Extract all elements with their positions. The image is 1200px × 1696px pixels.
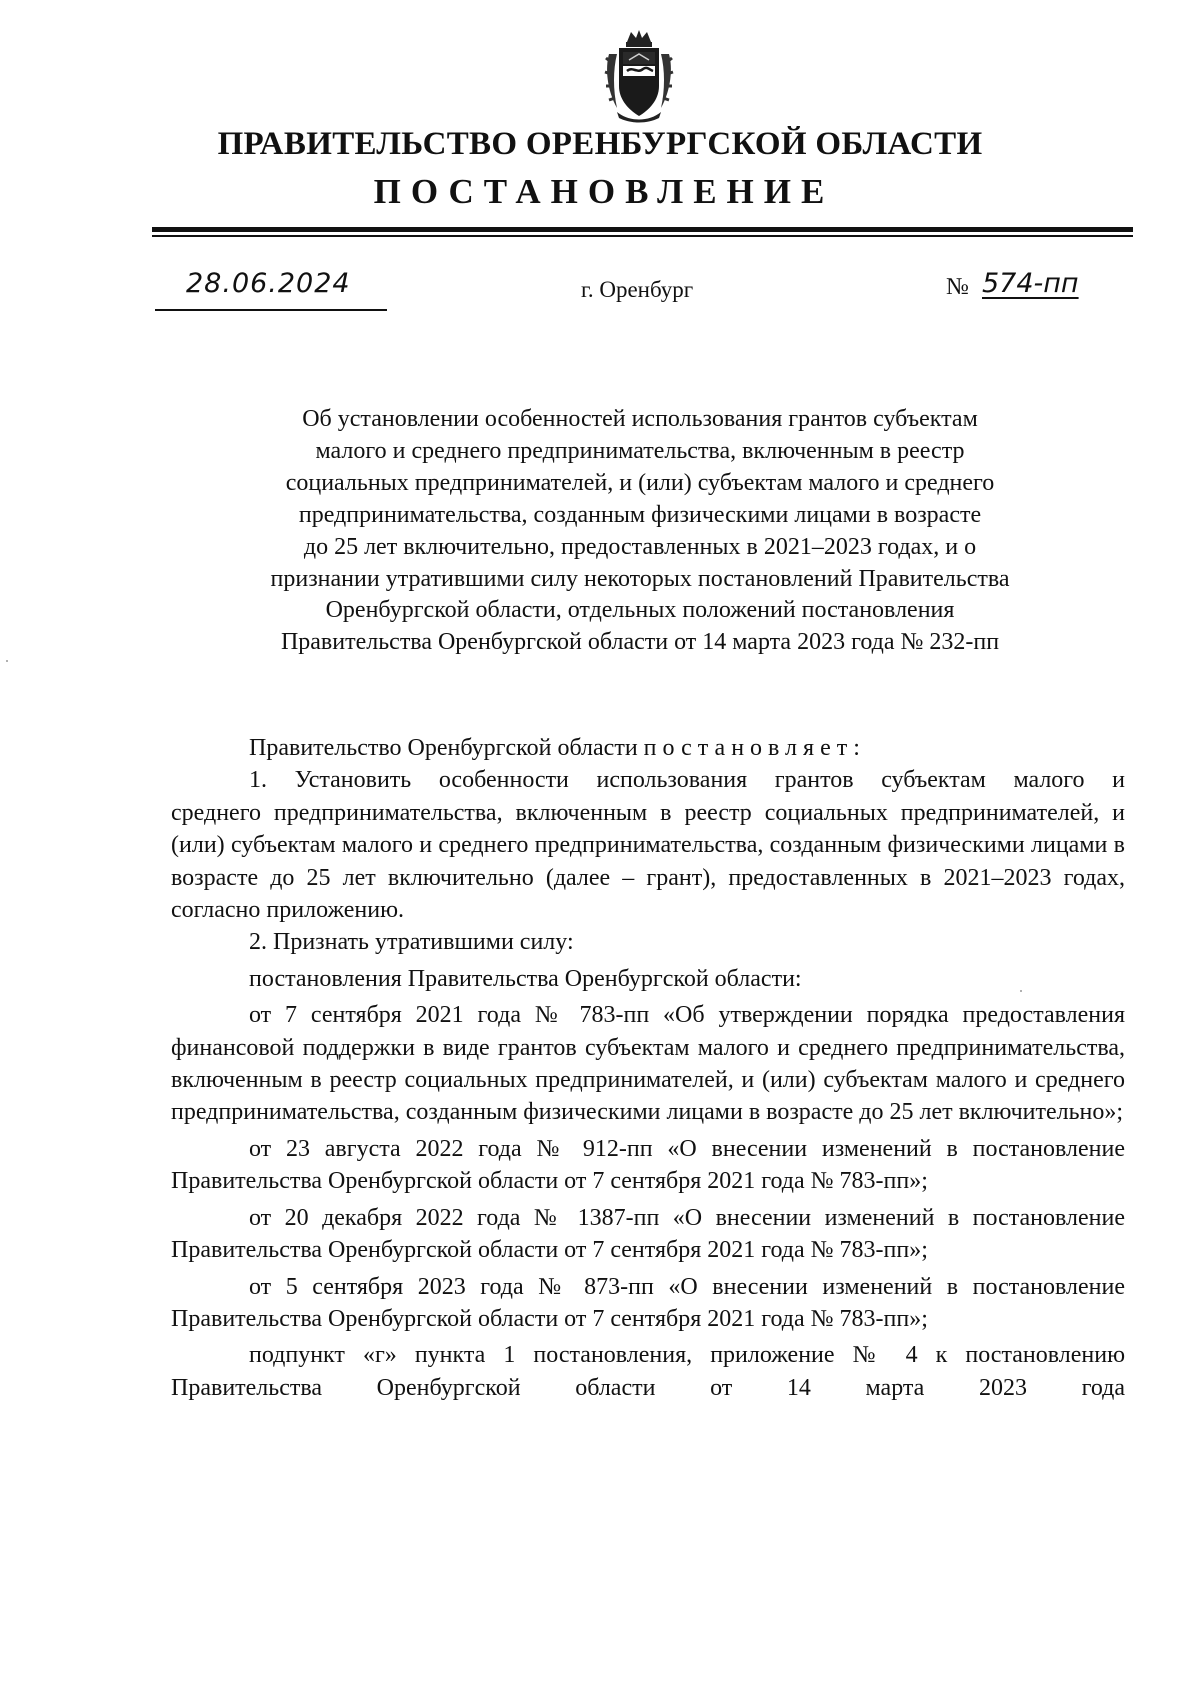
repeal-entry: от 20 декабря 2022 года № 1387-пп «О внесении изменений в постановление Правительства Оренбургской области от 7 сентября 2021 года № 783-пп»;	[171, 1204, 1125, 1264]
title-line: малого и среднего предпринимательства, включенным в реестр	[315, 437, 965, 464]
repeal-entry: от 5 сентября 2023 года № 873-пп «О внесении изменений в постановление Правительства Оренбургской области от 7 сентября 2021 года № 783-пп»;	[171, 1273, 1125, 1332]
organization-name: ПРАВИТЕЛЬСТВО ОРЕНБУРГСКОЙ ОБЛАСТИ	[217, 126, 983, 162]
document-city: г. Оренбург	[581, 277, 694, 302]
document-type: ПОСТАНОВЛЕНИЕ	[373, 172, 835, 211]
repeal-entry: от 7 сентября 2021 года № 783-пп «Об утверждении порядка предоставления финансовой поддержки в виде грантов субъектам малого и среднего предпринимательства, включенным в реестр социальных предпринимателей, и (или) субъектам малого и среднего предпринимательства, созданным физическими лицами в возрасте до 25 лет включительно»;	[171, 1002, 1125, 1126]
repeal-entry: подпункт «г» пункта 1 постановления, приложение № 4 к постановлению Правительства Оренбургской области от 14 марта 2023 года	[171, 1342, 1125, 1401]
number-sign: №	[946, 274, 969, 300]
item-2: 2. Признать утратившими силу:	[249, 929, 574, 956]
title-line: Правительства Оренбургской области от 14 марта 2023 года № 232-пп	[280, 629, 1000, 656]
title-line: Об установлении особенностей использования грантов субъектам	[302, 406, 978, 432]
title-line: признании утратившими силу некоторых постановлений Правительства	[270, 565, 1010, 592]
header-rule-thin	[152, 235, 1133, 237]
item-1-first-line: 1. Установить особенности использования грантов субъектам малого и	[249, 767, 1125, 794]
header-rule-thick	[152, 227, 1133, 232]
date-underline	[155, 309, 387, 311]
title-line: социальных предпринимателей, и (или) субъектам малого и среднего	[285, 469, 995, 496]
title-line: предпринимательства, созданным физическими лицами в возрасте	[298, 501, 982, 528]
document-date: 28.06.2024	[186, 268, 351, 299]
scan-speck	[6, 660, 8, 662]
scan-speck	[1020, 990, 1022, 992]
document-title	[200, 404, 1080, 659]
coat-of-arms-icon	[603, 28, 675, 124]
item-2-intro: постановления Правительства Оренбургской области:	[249, 965, 802, 992]
document-body	[171, 732, 1125, 1404]
preamble-lead: Правительство Оренбургской области	[249, 735, 644, 761]
preamble-decree: постановляет:	[643, 735, 866, 761]
preamble	[171, 732, 1125, 764]
repeal-entry: от 23 августа 2022 года № 912-пп «О внесении изменений в постановление Правительства Оренбургской области от 7 сентября 2021 года № 783-пп»;	[171, 1135, 1125, 1195]
item-1-rest: среднего предпринимательства, включенным в реестр социальных предпринимателей, и (или) субъектам малого и среднего предпринимательства, созданным физическими лицами в возрасте до 25 лет включительно (далее – грант), предоставленных в 2021–2023 годах, согласно приложению.	[171, 799, 1125, 924]
title-line: до 25 лет включительно, предоставленных в 2021–2023 годах, и о	[303, 533, 977, 560]
document-number: 574-пп	[982, 268, 1079, 299]
title-line: Оренбургской области, отдельных положений постановления	[325, 597, 955, 624]
